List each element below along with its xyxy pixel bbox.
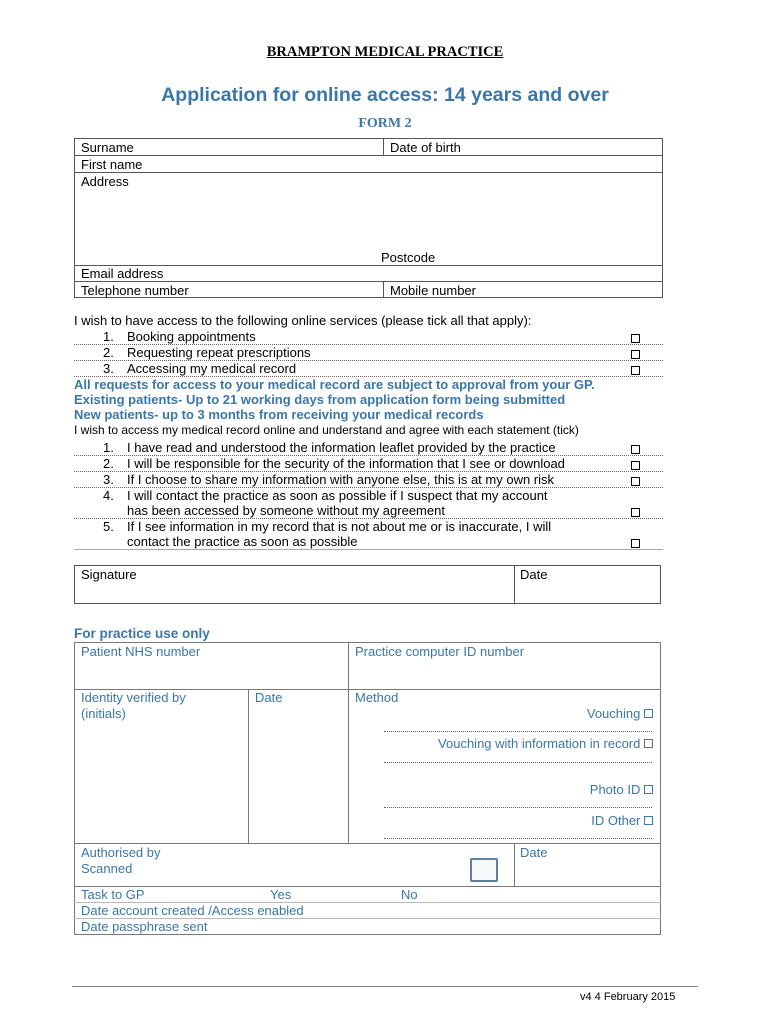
telephone-field[interactable]: Telephone number [81, 283, 189, 298]
dob-field[interactable]: Date of birth [390, 140, 461, 155]
statement-contact-checkbox[interactable] [631, 505, 640, 520]
statement-leaflet-checkbox[interactable] [631, 442, 640, 457]
scanned-checkbox[interactable] [470, 858, 498, 882]
statement-num: 3. [103, 472, 114, 487]
statement-sharing-checkbox[interactable] [631, 474, 640, 489]
computer-id-field[interactable]: Practice computer ID number [355, 644, 525, 659]
authorised-date-field[interactable]: Date [520, 845, 548, 860]
statement-security-checkbox[interactable] [631, 458, 640, 473]
service-prescriptions-checkbox[interactable] [631, 347, 640, 362]
practice-use-table [74, 642, 661, 935]
mobile-field[interactable]: Mobile number [390, 283, 476, 298]
passphrase-sent-field[interactable]: Date passphrase sent [81, 919, 208, 934]
notice-new-patients: New patients- up to 3 months from receiving your medical records [74, 407, 484, 422]
footer-divider [72, 986, 698, 987]
service-record-label: Accessing my medical record [127, 361, 297, 376]
account-created-field[interactable]: Date account created /Access enabled [81, 903, 304, 918]
method-label: Method [355, 690, 399, 705]
service-booking-label: Booking appointments [127, 329, 256, 344]
statement-inaccurate-checkbox[interactable] [631, 536, 640, 551]
statement-num: 1. [103, 440, 114, 455]
postcode-field[interactable]: Postcode [381, 250, 436, 265]
service-prescriptions-label: Requesting repeat prescriptions [127, 345, 311, 360]
service-num: 2. [103, 345, 114, 360]
service-record-checkbox[interactable] [631, 363, 640, 378]
service-booking-checkbox[interactable] [631, 331, 640, 346]
notice-approval: All requests for access to your medical record are subject to approval from your GP. [74, 377, 595, 392]
signature-field[interactable]: Signature [81, 567, 137, 582]
identity-date-label: Date [255, 690, 283, 705]
task-no-option[interactable]: No [401, 887, 418, 902]
statement-num: 2. [103, 456, 114, 471]
signature-date-field[interactable]: Date [520, 567, 548, 582]
statement-contact-line1: I will contact the practice as soon as possible if I suspect that my account [127, 488, 548, 503]
statement-contact-line2: has been accessed by someone without my agreement [127, 503, 445, 518]
first-name-field[interactable]: First name [81, 157, 143, 172]
authorised-by-field[interactable]: Authorised by [81, 845, 161, 860]
method-vouching-record[interactable]: Vouching with information in record [438, 736, 653, 751]
nhs-number-field[interactable]: Patient NHS number [81, 644, 201, 659]
service-num: 1. [103, 329, 114, 344]
statement-sharing: If I choose to share my information with anyone else, this is at my own risk [127, 472, 555, 487]
statement-inaccurate-line2: contact the practice as soon as possible [127, 534, 358, 549]
form-title: Application for online access: 14 years and over [161, 84, 609, 106]
surname-field[interactable]: Surname [81, 140, 134, 155]
identity-initials-label: (initials) [81, 706, 126, 721]
signature-table [74, 565, 661, 604]
notice-existing-patients: Existing patients- Up to 21 working days from application form being submitted [74, 392, 566, 407]
method-photo-id[interactable]: Photo ID [590, 782, 653, 797]
practice-name: BRAMPTON MEDICAL PRACTICE [266, 44, 504, 60]
email-field[interactable]: Email address [81, 266, 164, 281]
method-vouching[interactable]: Vouching [587, 706, 653, 721]
practice-use-heading: For practice use only [74, 626, 210, 641]
version-label: v4 4 February 2015 [580, 991, 676, 1003]
statements-intro: I wish to access my medical record online and understand and agree with each statement (tick) [74, 423, 579, 437]
statement-security: I will be responsible for the security of the information that I see or download [127, 456, 565, 471]
task-yes-option[interactable]: Yes [270, 887, 292, 902]
statement-num: 5. [103, 519, 114, 534]
statement-leaflet: I have read and understood the information leaflet provided by the practice [127, 440, 556, 455]
method-id-other[interactable]: ID Other [591, 813, 653, 828]
service-num: 3. [103, 361, 114, 376]
statement-inaccurate-line1: If I see information in my record that is not about me or is inaccurate, I will [127, 519, 552, 534]
form-number: FORM 2 [358, 116, 412, 131]
services-intro: I wish to have access to the following online services (please tick all that apply): [74, 313, 532, 328]
task-to-gp-label: Task to GP [81, 887, 145, 902]
statement-num: 4. [103, 488, 114, 503]
identity-verified-label: Identity verified by [81, 690, 186, 705]
address-field[interactable]: Address [81, 174, 129, 189]
scanned-field[interactable]: Scanned [81, 861, 133, 876]
